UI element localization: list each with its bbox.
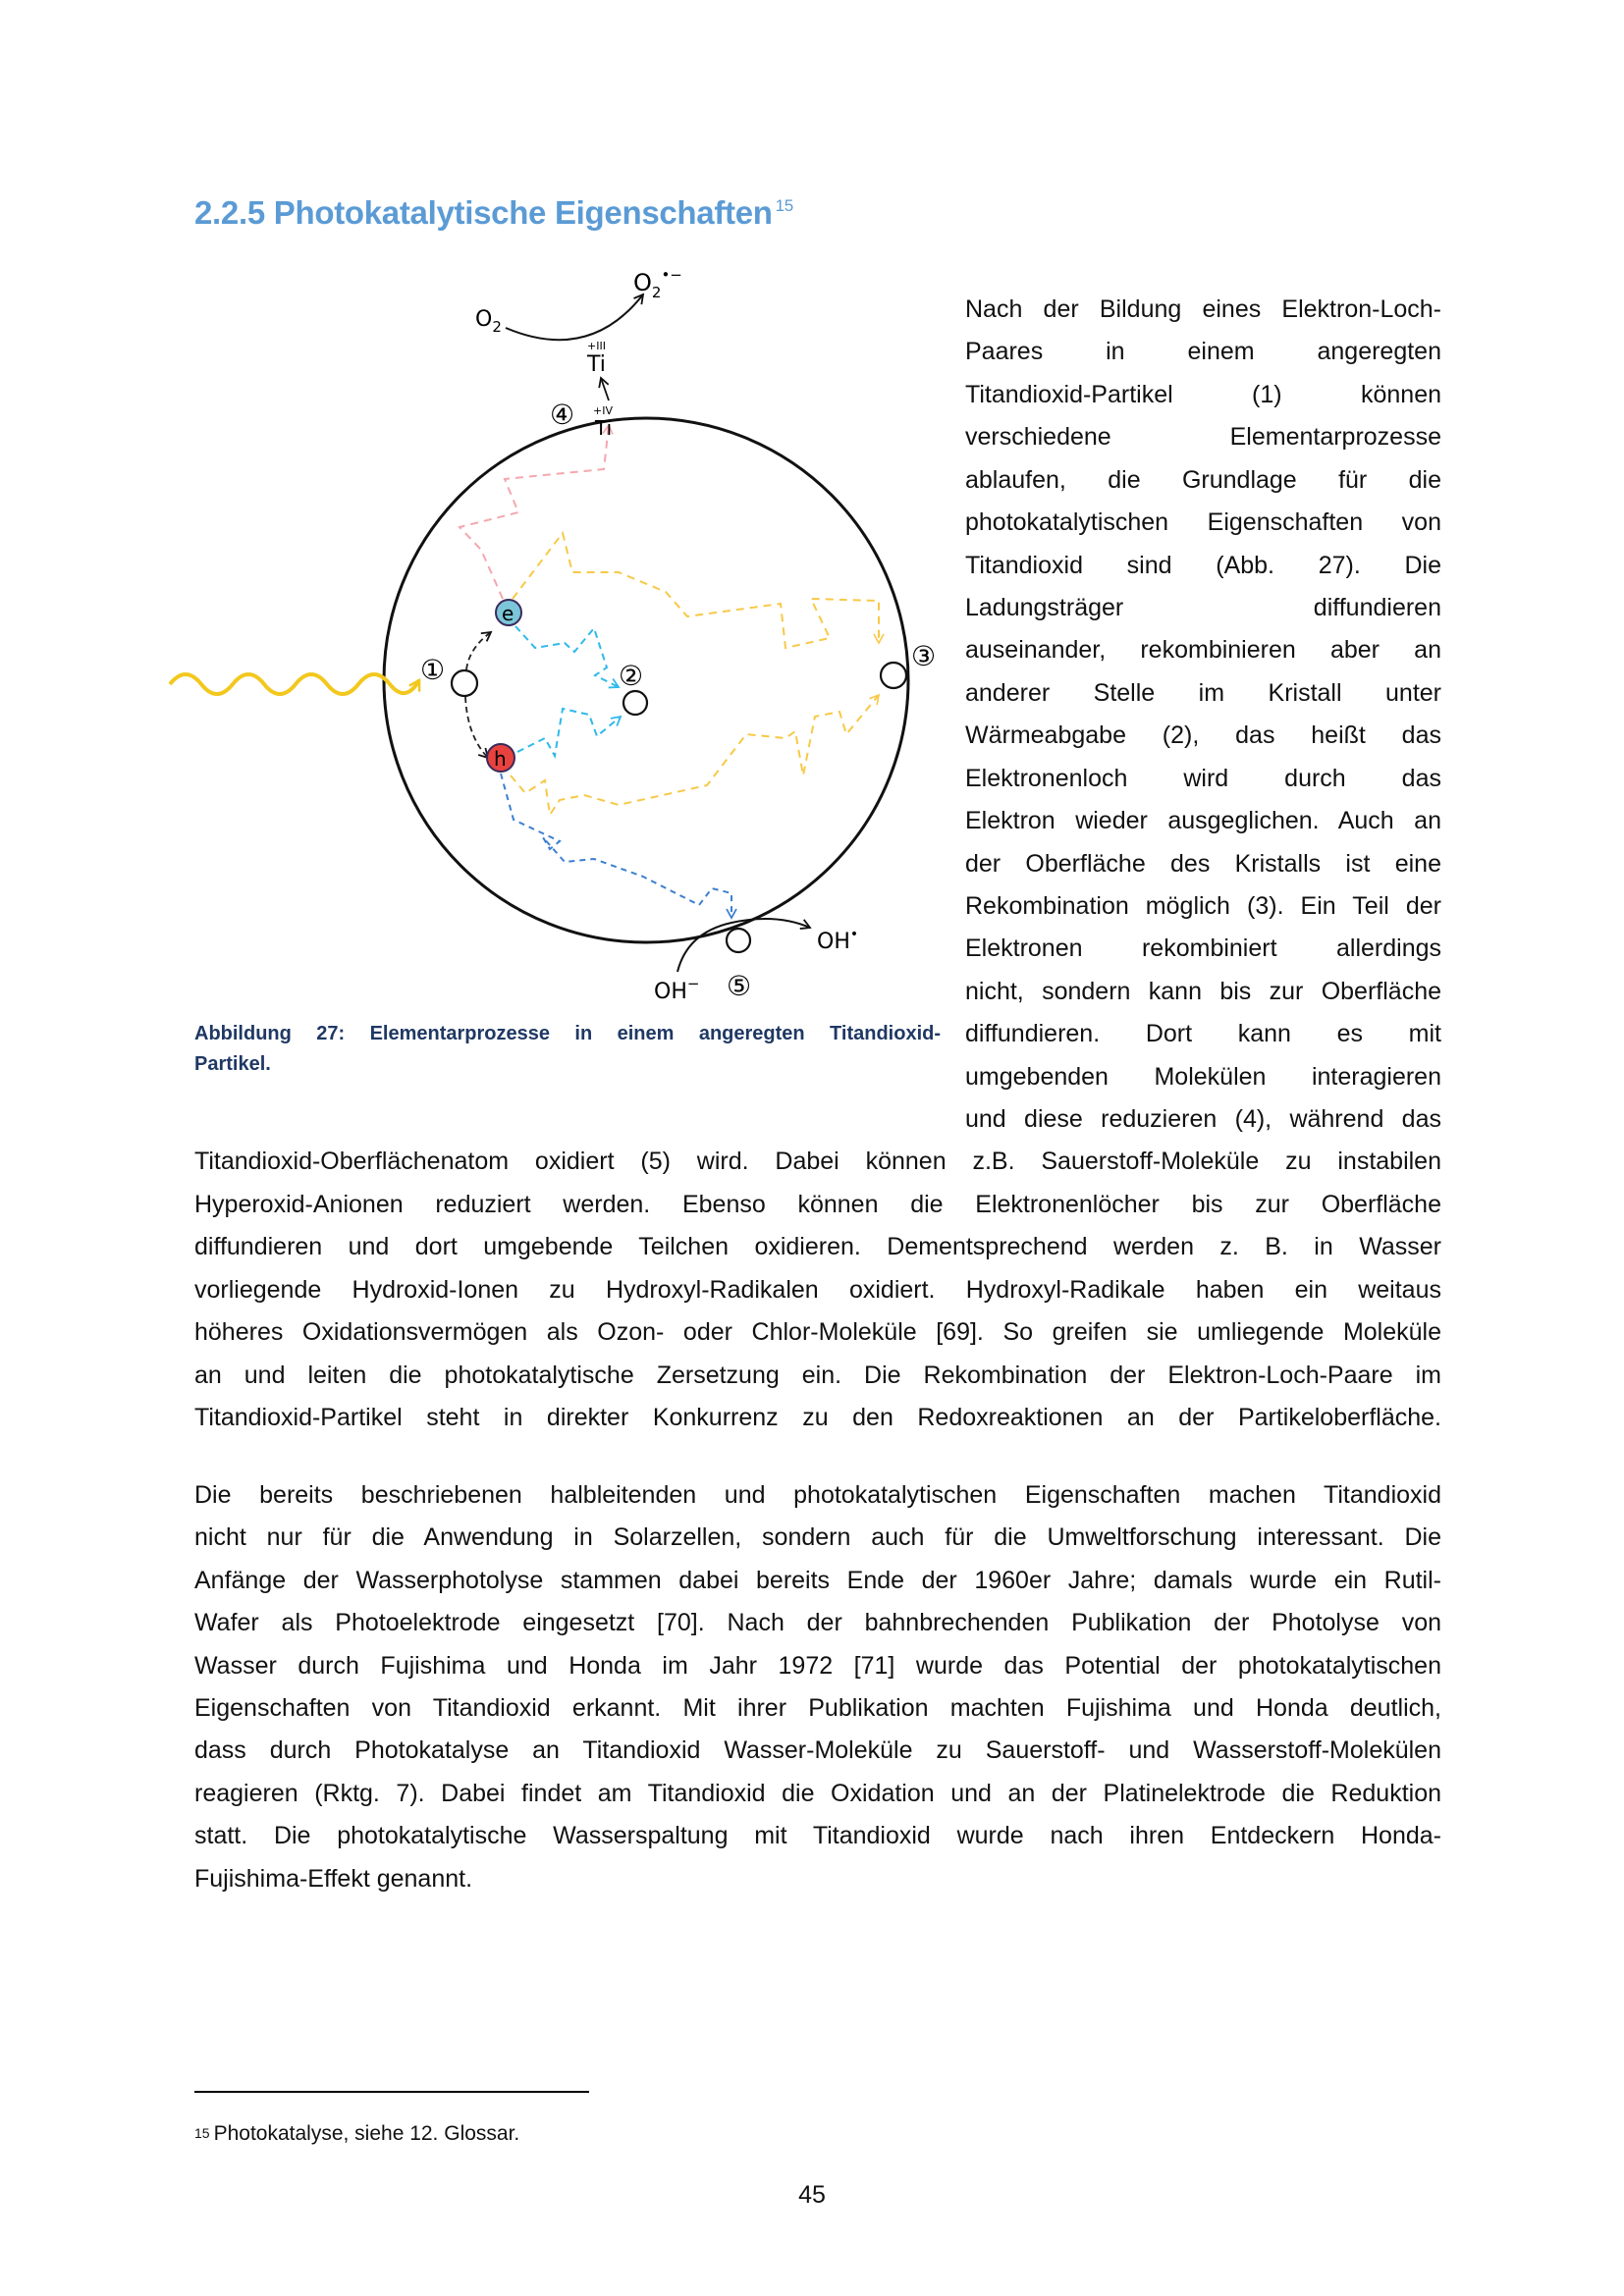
text-line: diffundieren und dort umgebende Teilchen oxidieren. Dementsprechend werden z. B. in Wasser — [194, 1233, 1441, 1260]
figure-caption — [194, 1019, 941, 1080]
path-electron-to-surface-recombination — [513, 533, 879, 648]
path-electron-to-recombination — [515, 626, 619, 687]
text-line: Ladungsträger diffundieren — [965, 594, 1441, 621]
text-line: Die bereits beschriebenen halbleitenden und photokatalytischen Eigenschaften machen Titandioxid — [194, 1481, 1441, 1509]
text-line: auseinander, rekombinieren aber an — [965, 636, 1441, 664]
o2-label: $O_2$ — [475, 307, 502, 336]
text-line: ablaufen, die Grundlage für die — [965, 466, 1441, 494]
ti-iii-ox-label: +III — [587, 340, 606, 352]
section-title: Photokatalytische Eigenschaften — [273, 194, 773, 231]
hole-label: h — [494, 747, 507, 771]
text-line: anderer Stelle im Kristall unter — [965, 679, 1441, 707]
text-line: reagieren (Rktg. 7). Dabei findet am Titandioxid die Oxidation und an der Platinelektrode die Reduktion — [194, 1780, 1441, 1807]
electron-label: e — [502, 602, 514, 625]
text-line: Eigenschaften von Titandioxid erkannt. Mit ihrer Publikation machten Fujishima und Honda deutlich, — [194, 1694, 1441, 1722]
text-line: Titandioxid-Oberflächenatom oxidiert (5) wird. Dabei können z.B. Sauerstoff-Moleküle zu instabilen — [194, 1148, 1441, 1175]
recombination-site — [623, 691, 647, 715]
arrow-o2-reduction — [506, 294, 643, 340]
section-heading — [194, 194, 793, 232]
ti-iv-ox-label: +IV — [593, 404, 613, 417]
text-line: Titandioxid-Partikel steht in direkter Konkurrenz zu den Redoxreaktionen an der Partikeloberfläche. — [194, 1404, 1441, 1431]
step-4-label: ④ — [550, 399, 575, 431]
caption-line: Abbildung 27: Elementarprozesse in einem angeregten Titandioxid- — [194, 1023, 941, 1044]
step-2-label: ② — [619, 660, 644, 692]
arrow-to-hole — [465, 697, 488, 758]
text-line: der Oberfläche des Kristalls ist eine — [965, 850, 1441, 878]
page-number: 45 — [798, 2181, 826, 2209]
footnote — [194, 2120, 519, 2148]
text-line: Paares in einem angeregten — [965, 338, 1441, 365]
text-line: statt. Die photokatalytische Wasserspaltung mit Titandioxid wurde nach ihren Entdeckern Honda- — [194, 1822, 1441, 1849]
text-line: Hyperoxid-Anionen reduziert werden. Ebenso können die Elektronenlöcher bis zur Oberfläche — [194, 1191, 1441, 1218]
text-line: Titandioxid-Partikel (1) können — [965, 381, 1441, 408]
step-3-label: ③ — [911, 640, 937, 672]
path-electron-to-surface — [460, 425, 609, 599]
text-line: Elektron wieder ausgeglichen. Auch an — [965, 807, 1441, 834]
ti-iv-label: Ti — [595, 416, 613, 440]
text-line: diffundieren. Dort kann es mit — [965, 1020, 1441, 1047]
caption-line: Partikel. — [194, 1053, 271, 1075]
arrow-ti-oxidation — [601, 378, 609, 400]
text-line: Wafer als Photoelektrode eingesetzt [70]. Nach der bahnbrechenden Publikation der Photolyse von — [194, 1609, 1441, 1636]
text-line: nicht, sondern kann bis zur Oberfläche — [965, 978, 1441, 1005]
figure-elementary-processes-diagram — [167, 263, 952, 1009]
surface-recombination-site — [881, 663, 906, 688]
text-line: Wärmeabgabe (2), das heißt das — [965, 721, 1441, 749]
oh-radical-label: OH• — [817, 927, 859, 954]
footnote-text: Photokatalyse, siehe 12. Glossar. — [213, 2122, 520, 2145]
path-hole-to-surface-recombination — [511, 695, 879, 815]
ti-iii-label: Ti — [587, 352, 606, 377]
step-5-label: ⑤ — [727, 970, 752, 1002]
light-wave — [170, 674, 419, 694]
text-line: höheres Oxidationsvermögen als Ozon- oder Chlor-Moleküle [69]. So greifen sie umliegende Moleküle — [194, 1318, 1441, 1346]
footnote-ref[interactable]: 15 — [775, 196, 793, 215]
text-line: Wasser durch Fujishima und Honda im Jahr 1972 [71] wurde das Potential der photokatalytischen — [194, 1652, 1441, 1680]
text-line: an und leiten die photokatalytische Zersetzung ein. Die Rekombination der Elektron-Loch-Paare im — [194, 1362, 1441, 1389]
text-line: und diese reduzieren (4), während das — [965, 1105, 1441, 1133]
surface-oxidation-site — [727, 929, 750, 952]
section-number: 2.2.5 — [194, 194, 265, 231]
text-line: Anfänge der Wasserphotolyse stammen dabei bereits Ende der 1960er Jahre; damals wurde ein Rutil- — [194, 1567, 1441, 1594]
path-hole-to-recombination — [517, 709, 621, 756]
excitation-site — [452, 670, 477, 696]
footnote-separator — [194, 2091, 589, 2093]
oh-minus-label: OH− — [654, 975, 700, 1004]
text-line: Elektronen rekombiniert allerdings — [965, 934, 1441, 962]
text-line: photokatalytischen Eigenschaften von — [965, 508, 1441, 536]
superoxide-label: $O_2^{•-}$ — [633, 266, 682, 301]
text-line: dass durch Photokatalyse an Titandioxid Wasser-Moleküle zu Sauerstoff- und Wasserstoff-Molekülen — [194, 1736, 1441, 1764]
arrow-to-electron — [466, 632, 491, 669]
text-line: Titandioxid sind (Abb. 27). Die — [965, 552, 1441, 579]
text-line: Nach der Bildung eines Elektron-Loch- — [965, 295, 1441, 323]
text-line: verschiedene Elementarprozesse — [965, 423, 1441, 451]
path-hole-to-surface — [501, 774, 731, 918]
text-line: Fujishima-Effekt genannt. — [194, 1865, 473, 1893]
text-line: nicht nur für die Anwendung in Solarzellen, sondern auch für die Umweltforschung interessant. Die — [194, 1523, 1441, 1551]
text-line: Elektronenloch wird durch das — [965, 765, 1441, 792]
footnote-number: 15 — [194, 2125, 210, 2141]
text-line: umgebenden Molekülen interagieren — [965, 1063, 1441, 1091]
text-line: vorliegende Hydroxid-Ionen zu Hydroxyl-Radikalen oxidiert. Hydroxyl-Radikale haben ein weitaus — [194, 1276, 1441, 1304]
text-line: Rekombination möglich (3). Ein Teil der — [965, 892, 1441, 920]
step-1-label: ① — [420, 654, 446, 686]
